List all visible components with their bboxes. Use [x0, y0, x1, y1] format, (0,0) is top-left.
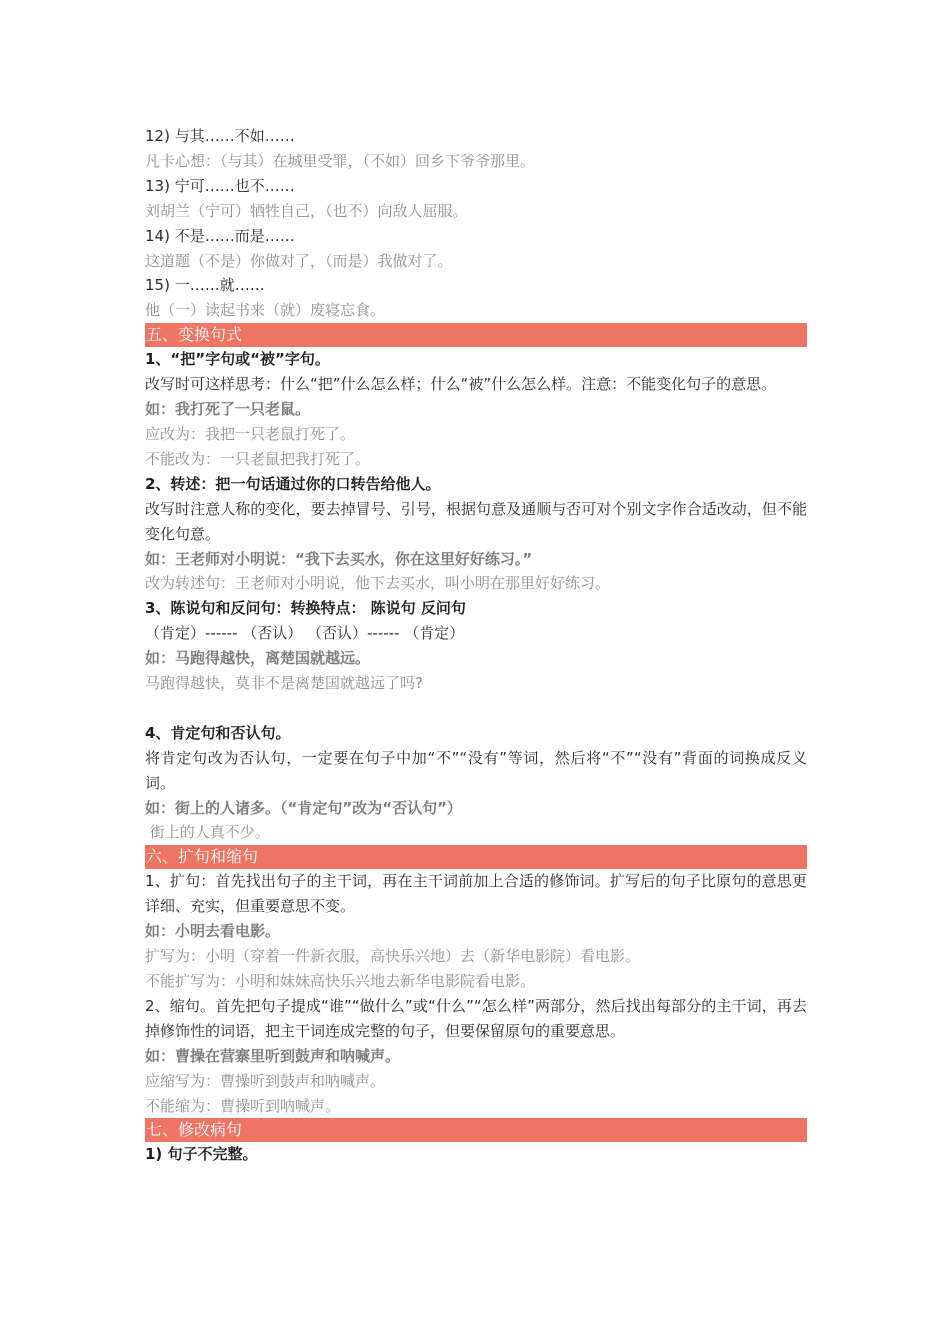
document-page [145, 124, 807, 1167]
item-5-3-correct: 马跑得越快，莫非不是离楚国就越远了吗? [145, 674, 423, 693]
item-6-1-incorrect: 不能扩写为：小明和妹妹高快乐兴地去新华电影院看电影。 [145, 971, 536, 990]
item-5-1-title: 1、“把”字句或“被”字句。 [145, 350, 330, 369]
pattern-15: 15) 一……就…… [145, 276, 265, 295]
item-7-1-title: 1) 句子不完整。 [145, 1145, 258, 1164]
pattern-15-example: 他（一）读起书来（就）废寝忘食。 [145, 301, 386, 320]
item-5-4-body: 将肯定句改为否认句，一定要在句子中加“不”“没有”等词，然后将“不”“没有”背面的词换成反义词。 [145, 748, 807, 792]
item-6-1-example: 如：小明去看电影。 [145, 922, 281, 941]
item-5-3-pair: （肯定）------ （否认） （否认）------ （肯定） [145, 624, 465, 643]
item-6-2-example: 如：曹操在营寨里听到鼓声和呐喊声。 [145, 1046, 401, 1065]
item-5-3-example: 如：马跑得越快，离楚国就越远。 [145, 649, 371, 668]
item-6-2-incorrect: 不能缩为：曹操听到呐喊声。 [145, 1096, 341, 1115]
item-5-2-body: 改写时注意人称的变化，要去掉冒号、引号，根据句意及通顺与否可对个别文字作合适改动，但不能变化句意。 [145, 499, 807, 543]
pattern-13-example: 刘胡兰（宁可）牺牲自己，（也不）向敌人屈服。 [145, 201, 468, 220]
item-6-2-correct: 应缩写为：曹操听到鼓声和呐喊声。 [145, 1071, 386, 1090]
item-5-1-example: 如：我打死了一只老鼠。 [145, 400, 311, 419]
item-5-2-correct: 改为转述句：王老师对小明说，他下去买水，叫小明在那里好好练习。 [145, 574, 611, 593]
item-5-4-correct: 街上的人真不少。 [145, 823, 270, 842]
section-heading-5: 五、变换句式 [145, 323, 807, 347]
pattern-12: 12) 与其……不如…… [145, 127, 295, 145]
item-5-2-example: 如：王老师对小明说：“我下去买水，你在这里好好练习。” [145, 549, 533, 568]
item-6-2-body: 2、缩句。首先把句子提成“谁”“做什么”或“什么”“怎么样”两部分，然后找出每部分的主干词，再去掉修饰性的词语，把主干词连成完整的句子，但要保留原句的重要意思。 [145, 996, 807, 1040]
item-5-4-example: 如：街上的人诸多。（“肯定句”改为“否认句”） [145, 798, 462, 817]
section-4-continued [145, 124, 807, 323]
pattern-14: 14) 不是……而是…… [145, 226, 295, 245]
item-5-2-title: 2、转述：把一句话通过你的口转告给他人。 [145, 474, 441, 493]
item-5-1-incorrect: 不能改为：一只老鼠把我打死了。 [145, 449, 371, 468]
item-6-1-body: 1、扩句：首先找出句子的主干词，再在主干词前加上合适的修饰词。扩写后的句子比原句的意思更详细、充实，但重要意思不变。 [145, 872, 807, 916]
section-5 [145, 347, 807, 845]
pattern-13: 13) 宁可……也不…… [145, 176, 295, 195]
section-7 [145, 1142, 807, 1167]
item-6-1-correct: 扩写为：小明（穿着一件新衣服，高快乐兴地）去（新华电影院）看电影。 [145, 947, 641, 966]
item-5-4-title: 4、肯定句和否认句。 [145, 723, 291, 742]
pattern-14-example: 这道题（不是）你做对了，（而是）我做对了。 [145, 251, 453, 270]
section-6 [145, 869, 807, 1118]
item-5-3-title: 3、陈说句和反问句：转换特点： 陈说句 反问句 [145, 599, 466, 618]
section-heading-6: 六、扩句和缩句 [145, 845, 807, 869]
item-5-1-body: 改写时可这样思考：什么“把”什么怎么样；什么“被”什么怎么样。注意：不能变化句子的意思。 [145, 375, 777, 394]
item-5-1-correct: 应改为：我把一只老鼠打死了。 [145, 424, 356, 443]
pattern-12-example: 凡卡心想：（与其）在城里受罪，（不如）回乡下爷爷那里。 [145, 151, 536, 170]
blank-line [145, 696, 807, 721]
section-heading-7: 七、修改病句 [145, 1118, 807, 1142]
